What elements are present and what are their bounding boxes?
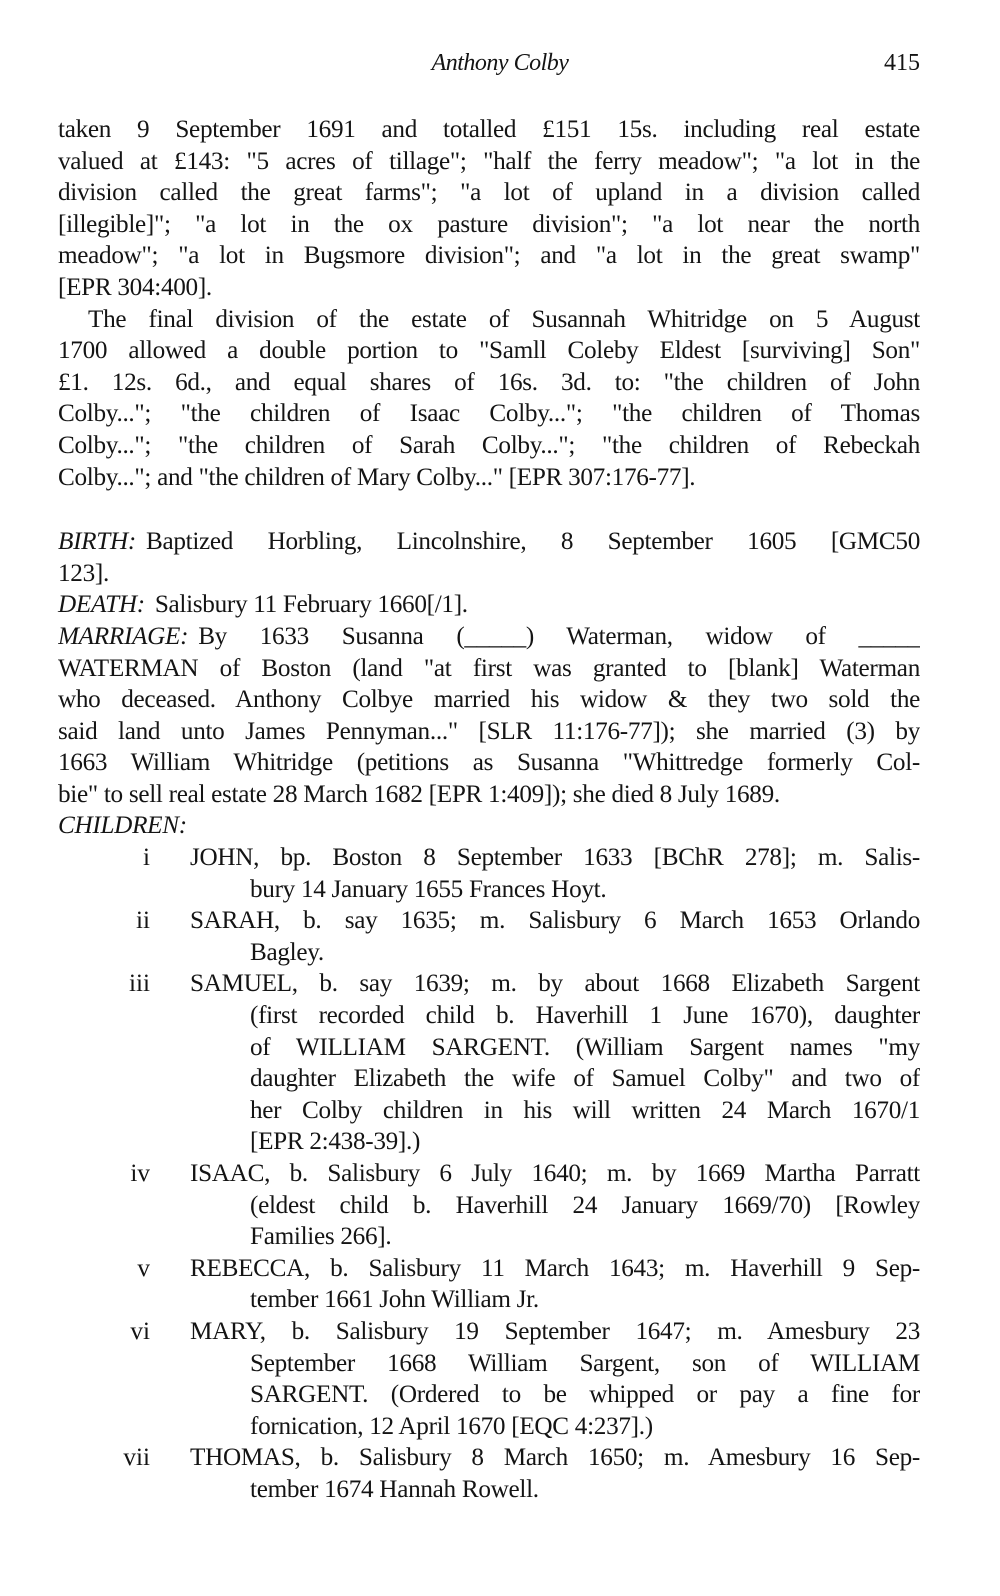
text-line: [EPR 304:400]. (58, 273, 212, 301)
child-number: i (143, 844, 150, 872)
text-line: Families 266]. (250, 1223, 392, 1251)
paragraph (58, 114, 920, 304)
child-number: v (137, 1254, 150, 1282)
text-line: meadow"; "a lot in Bugsmore division"; and "a lot in the great swamp" (58, 242, 920, 270)
text-line: taken 9 September 1691 and totalled £151 15s. including real estate (58, 116, 920, 143)
text-line: [EPR 2:438-39].) (250, 1128, 421, 1156)
page-number: 415 (884, 50, 920, 76)
text-line: fornication, 12 April 1670 [EQC 4:237].) (250, 1412, 653, 1440)
section-text: said land unto James Pennyman..." [SLR 11:176-77]); she married (3) by (58, 717, 920, 745)
text-line: Colby..."; "the children of Isaac Colby..."; "the children of Thomas (58, 400, 920, 428)
text-line: £1. 12s. 6d., and equal shares of 16s. 3d. to: "the children of John (58, 368, 920, 396)
text-line: (first recorded child b. Haverhill 1 June 1670), daughter (250, 1002, 920, 1030)
text-line: ISAAC, b. Salisbury 6 July 1640; m. by 1669 Martha Parratt (190, 1160, 920, 1187)
text-line: of WILLIAM SARGENT. (William Sargent names "my (250, 1033, 920, 1061)
child-number: vii (123, 1444, 150, 1472)
child-entry (58, 1442, 920, 1505)
text-line (58, 621, 920, 653)
text-line: tember 1661 John William Jr. (250, 1286, 539, 1314)
text-line: September 1668 William Sargent, son of WILLIAM (250, 1349, 920, 1377)
section-label: BIRTH: (58, 528, 136, 556)
text-line: JOHN, bp. Boston 8 September 1633 [BChR 278]; m. Salis- (190, 844, 920, 872)
paragraph (58, 304, 920, 494)
paragraph-spacer (58, 493, 920, 526)
child-number: iv (130, 1160, 150, 1187)
child-entry (58, 1253, 920, 1316)
running-head-title: Anthony Colby (431, 50, 569, 76)
text-line (58, 810, 920, 842)
text-line (58, 779, 920, 811)
text-line: Colby..."; "the children of Sarah Colby..."; "the children of Rebeckah (58, 431, 920, 459)
text-line: Bagley. (250, 938, 324, 966)
child-number: iii (129, 970, 150, 998)
child-entry (58, 1158, 920, 1253)
text-line: REBECCA, b. Salisbury 11 March 1643; m. Haverhill 9 Sep- (190, 1254, 920, 1282)
text-line: division called the great farms"; "a lot of upland in a division called (58, 179, 920, 207)
text-line: valued at £143: "5 acres of tillage"; "half the ferry meadow"; "a lot in the (58, 147, 920, 175)
text-line: Colby..."; and "the children of Mary Colby..." [EPR 307:176-77]. (58, 463, 696, 491)
text-line: SARGENT. (Ordered to be whipped or pay a fine for (250, 1381, 920, 1409)
text-line: 1700 allowed a double portion to "Samll Coleby Eldest [surviving] Son" (58, 337, 920, 365)
section-text: WATERMAN of Boston (land "at first was granted to [blank] Waterman (58, 654, 920, 682)
text-line (58, 684, 920, 716)
section-label: CHILDREN: (58, 812, 187, 840)
text-line (58, 526, 920, 558)
vital-record-marriage (58, 621, 920, 811)
page-body (58, 114, 920, 1506)
section-text: who deceased. Anthony Colbye married his widow & they two sold the (58, 686, 920, 714)
section-label: DEATH: (58, 591, 145, 619)
section-text: By 1633 Susanna (_____) Waterman, widow of _____ (198, 622, 920, 650)
text-line (58, 653, 920, 685)
text-line: THOMAS, b. Salisbury 8 March 1650; m. Amesbury 16 Sep- (190, 1444, 920, 1472)
section-text: Baptized Horbling, Lincolnshire, 8 September 1605 [GMC50 (145, 528, 920, 556)
child-entry (58, 842, 920, 905)
child-entry (58, 905, 920, 968)
text-line: The final division of the estate of Susannah Whitridge on 5 August (88, 305, 920, 333)
vital-record-birth (58, 526, 920, 589)
text-line (58, 558, 920, 590)
text-line: (eldest child b. Haverhill 24 January 1669/70) [Rowley (250, 1191, 920, 1219)
child-entry (58, 968, 920, 1158)
text-line: her Colby children in his will written 24 March 1670/1 (250, 1096, 920, 1124)
text-line (58, 589, 920, 621)
text-line: [illegible]"; "a lot in the ox pasture division"; "a lot near the north (58, 210, 920, 238)
text-line: bury 14 January 1655 Frances Hoyt. (250, 875, 607, 903)
text-line: SAMUEL, b. say 1639; m. by about 1668 Elizabeth Sargent (190, 970, 920, 998)
section-text: 123]. (58, 559, 109, 587)
section-text: Salisbury 11 February 1660[/1]. (154, 591, 468, 619)
vital-record-children (58, 810, 920, 842)
child-number: vi (130, 1317, 150, 1345)
text-line: SARAH, b. say 1635; m. Salisbury 6 March 1653 Orlando (190, 907, 920, 935)
child-entry (58, 1316, 920, 1442)
text-line: daughter Elizabeth the wife of Samuel Colby" and two of (250, 1065, 920, 1093)
text-line: MARY, b. Salisbury 19 September 1647; m. Amesbury 23 (190, 1317, 920, 1345)
vital-record-death (58, 589, 920, 621)
section-label: MARRIAGE: (58, 622, 189, 650)
text-line (58, 716, 920, 748)
text-line (58, 747, 920, 779)
text-line: tember 1674 Hannah Rowell. (250, 1475, 539, 1503)
child-number: ii (136, 907, 150, 935)
section-text: bie" to sell real estate 28 March 1682 [EPR 1:409]); she died 8 July 1689. (58, 780, 780, 808)
section-text: 1663 William Whitridge (petitions as Susanna "Whittredge formerly Col- (58, 749, 920, 777)
